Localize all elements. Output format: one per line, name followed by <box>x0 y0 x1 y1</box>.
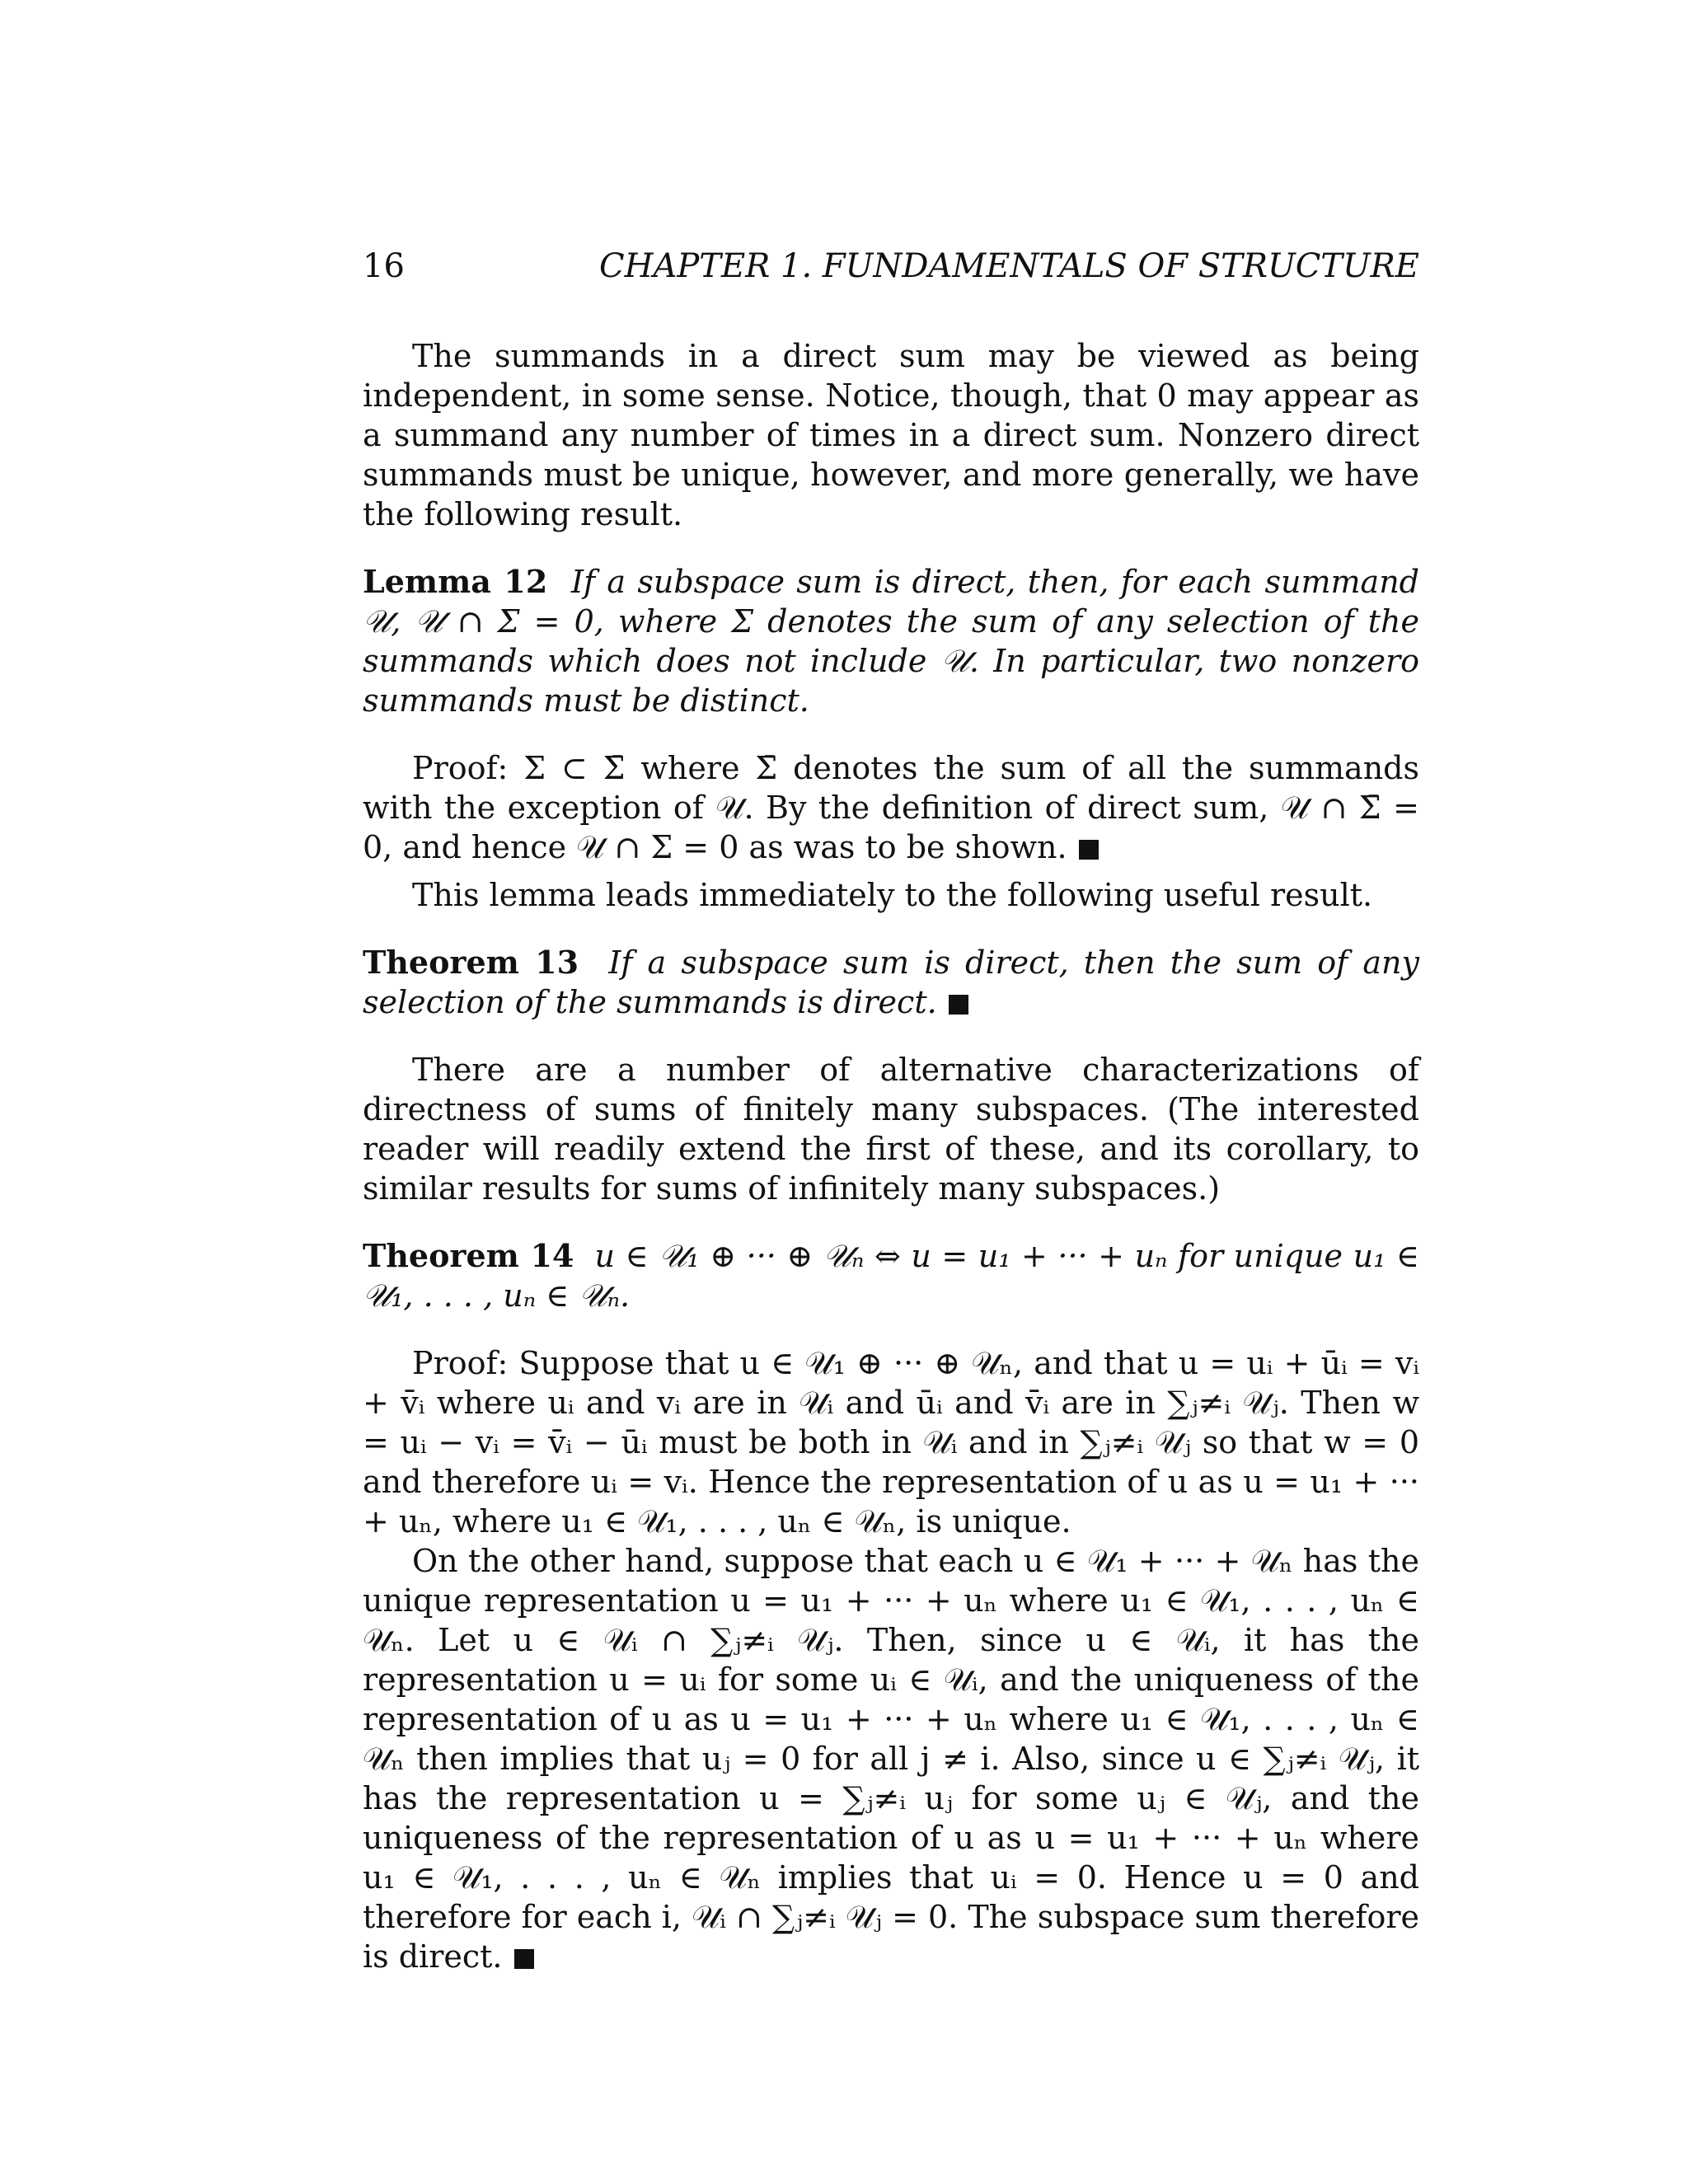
proof-text: On the other hand, suppose that each u ∈ 𝒰₁ + ··· + 𝒰ₙ has the unique representation u = u₁ + ··· + uₙ where u₁ ∈ 𝒰₁, . . . , uₙ ∈ 𝒰ₙ. Let u ∈ 𝒰ᵢ ∩ ∑ⱼ≠ᵢ 𝒰ⱼ. Then, since u ∈ 𝒰ᵢ, it has the representation u = uᵢ for some uᵢ ∈ 𝒰ᵢ, and the uniqueness of the representation of u as u = u₁ + ··· + uₙ where u₁ ∈ 𝒰₁, . . . , uₙ ∈ 𝒰ₙ then implies that uⱼ = 0 for all j ≠ i. Also, since u ∈ ∑ⱼ≠ᵢ 𝒰ⱼ, it has the representation u = ∑ⱼ≠ᵢ uⱼ for some uⱼ ∈ 𝒰ⱼ, and the uniqueness of the representation of u as u = u₁ + ··· + uₙ where u₁ ∈ 𝒰₁, . . . , uₙ ∈ 𝒰ₙ implies that uᵢ = 0. Hence u = 0 and therefore for each i, 𝒰ᵢ ∩ ∑ⱼ≠ᵢ 𝒰ⱼ = 0. The subspace sum therefore is direct. <box>363 1543 1419 1975</box>
theorem-label: Theorem 14 <box>363 1237 574 1274</box>
theorem-13 <box>363 943 1419 1022</box>
page-number: 16 <box>363 247 405 285</box>
qed-square-icon <box>949 995 968 1015</box>
theorem-14-proof-part-1: Proof: Suppose that u ∈ 𝒰₁ ⊕ ··· ⊕ 𝒰ₙ, and that u = uᵢ + ūᵢ = vᵢ + v̄ᵢ where uᵢ and vᵢ are in 𝒰ᵢ and ūᵢ and v̄ᵢ are in ∑ⱼ≠ᵢ 𝒰ⱼ. Then w = uᵢ − vᵢ = v̄ᵢ − ūᵢ must be both in 𝒰ᵢ and in ∑ⱼ≠ᵢ 𝒰ⱼ so that w = 0 and therefore uᵢ = vᵢ. Hence the representation of u as u = u₁ + ··· + uₙ, where u₁ ∈ 𝒰₁, . . . , uₙ ∈ 𝒰ₙ, is unique. <box>363 1345 1419 1540</box>
qed-square-icon <box>1079 840 1099 860</box>
theorem-statement: If a subspace sum is direct, then the sum of any selection of the summands is direct. <box>363 944 1419 1020</box>
proof-text: Proof: Σ ⊂ Σ̄ where Σ̄ denotes the sum of all the summands with the exception of 𝒰. By the definition of direct sum, 𝒰 ∩ Σ̄ = 0, and hence 𝒰 ∩ Σ = 0 as was to be shown. <box>363 750 1419 865</box>
lemma-statement: If a subspace sum is direct, then, for each summand 𝒰, 𝒰 ∩ Σ = 0, where Σ denotes the sum of any selection of the summands which does not include 𝒰. In particular, two nonzero summands must be distinct. <box>363 564 1419 719</box>
page-body <box>363 336 1419 1976</box>
qed-square-icon <box>514 1949 534 1969</box>
theorem-statement: u ∈ 𝒰₁ ⊕ ··· ⊕ 𝒰ₙ ⇔ u = u₁ + ··· + uₙ for unique u₁ ∈ 𝒰₁, . . . , uₙ ∈ 𝒰ₙ. <box>363 1238 1419 1314</box>
alternative-characterizations-paragraph: There are a number of alternative characterizations of directness of sums of finitely many subspaces. (The interested reader will readily extend the first of these, and its corollary, to similar results for sums of infinitely many subspaces.) <box>363 1052 1419 1207</box>
running-head: CHAPTER 1. FUNDAMENTALS OF STRUCTURE <box>599 247 1419 285</box>
transition-paragraph: This lemma leads immediately to the following useful result. <box>412 877 1373 913</box>
theorem-14 <box>363 1236 1419 1315</box>
theorem-label: Theorem 13 <box>363 944 579 981</box>
theorem-14-proof-part-2 <box>363 1541 1419 1976</box>
intro-paragraph: The summands in a direct sum may be viewed as being independent, in some sense. Notice, though, that 0 may appear as a summand any number of times in a direct sum. Nonzero direct summands must be unique, however, and more generally, we have the following result. <box>363 338 1419 532</box>
page-header <box>363 247 1419 297</box>
lemma-label: Lemma 12 <box>363 563 548 600</box>
lemma-12 <box>363 562 1419 720</box>
lemma-12-proof <box>363 748 1419 867</box>
